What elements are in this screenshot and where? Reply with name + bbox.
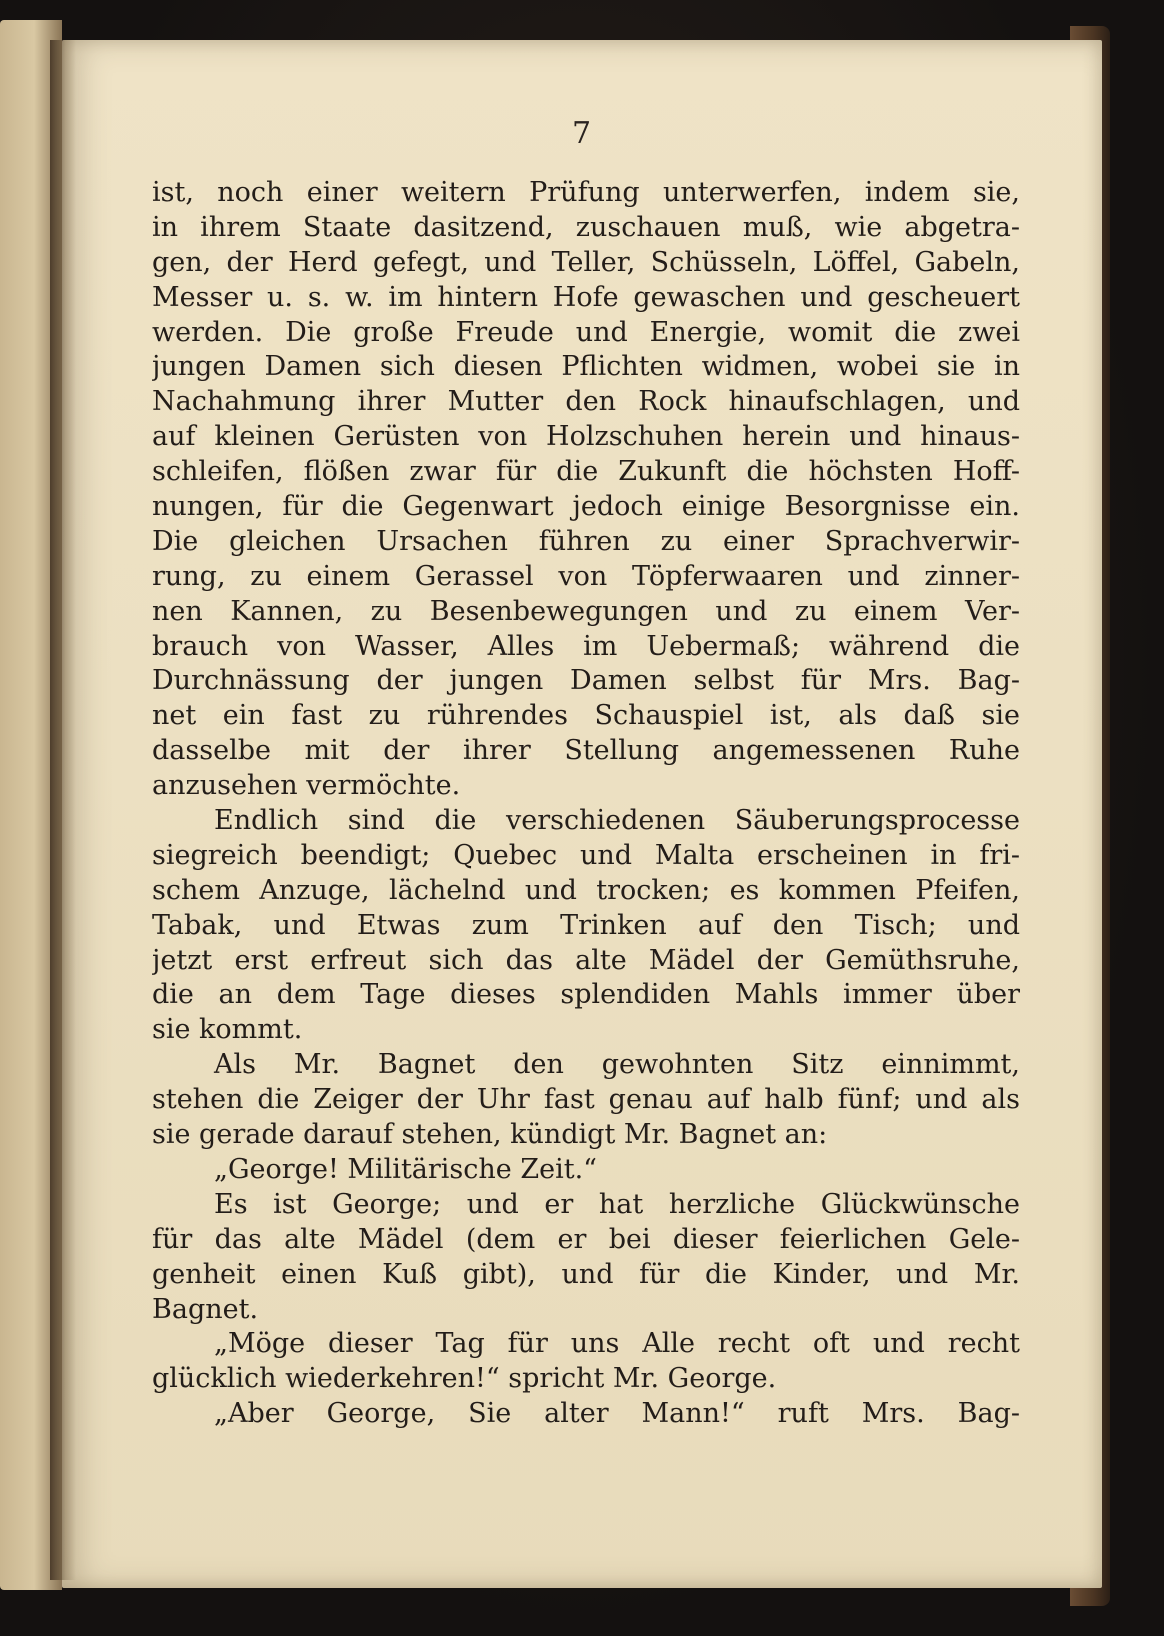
text-line: Es ist George; und er hat herzliche Glückwünsche: [214, 1188, 1020, 1220]
text-line: net ein fast zu rührendes Schauspiel ist, als daß sie: [152, 700, 1020, 732]
text-line: „Möge dieser Tag für uns Alle recht oft und recht: [214, 1328, 1020, 1360]
text-line: jungen Damen sich diesen Pflichten widmen, wobei sie in: [152, 351, 1020, 383]
text-line: nen Kannen, zu Besenbewegungen und zu einem Ver-: [152, 595, 1020, 627]
page-number: 7: [571, 116, 593, 151]
text-line: Durchnässung der jungen Damen selbst für Mrs. Bag-: [152, 665, 1020, 697]
text-line: Die gleichen Ursachen führen zu einer Sprachverwir-: [152, 525, 1020, 557]
text-line: schleifen, flößen zwar für die Zukunft die höchsten Hoff-: [152, 456, 1020, 488]
text-line: in ihrem Staate dasitzend, zuschauen muß, wie abgetra-: [152, 211, 1020, 243]
text-line: für das alte Mädel (dem er bei dieser feierlichen Gele-: [152, 1223, 1020, 1255]
text-line: rung, zu einem Gerassel von Töpferwaaren und zinner-: [152, 560, 1020, 592]
text-line: glücklich wiederkehren!“ spricht Mr. George.: [152, 1363, 777, 1395]
spine-shadow: [50, 40, 76, 1580]
text-line: Als Mr. Bagnet den gewohnten Sitz einnimmt,: [214, 1049, 1020, 1081]
page-text-block: [152, 176, 1020, 1432]
text-line: ist, noch einer weitern Prüfung unterwerfen, indem sie,: [152, 177, 1020, 208]
text-line: Tabak, und Etwas zum Trinken auf den Tisch; und: [152, 909, 1020, 941]
text-line: sie kommt.: [152, 1014, 303, 1046]
text-line: siegreich beendigt; Quebec und Malta erscheinen in fri-: [152, 839, 1020, 871]
text-line: werden. Die große Freude und Energie, womit die zwei: [152, 316, 1020, 348]
text-line: Endlich sind die verschiedenen Säuberungsprocesse: [214, 805, 1020, 837]
text-line: sie gerade darauf stehen, kündigt Mr. Bagnet an:: [152, 1119, 828, 1151]
text-line: stehen die Zeiger der Uhr fast genau auf halb fünf; und als: [152, 1084, 1020, 1116]
text-line: dasselbe mit der ihrer Stellung angemessenen Ruhe: [152, 735, 1020, 767]
book-page: [62, 40, 1102, 1588]
text-line: jetzt erst erfreut sich das alte Mädel der Gemüthsruhe,: [152, 944, 1020, 976]
text-line: gen, der Herd gefegt, und Teller, Schüsseln, Löffel, Gabeln,: [152, 246, 1020, 278]
text-line: genheit einen Kuß gibt), und für die Kinder, und Mr.: [152, 1258, 1020, 1290]
text-line: brauch von Wasser, Alles im Uebermaß; während die: [152, 630, 1020, 662]
text-line: „Aber George, Sie alter Mann!“ ruft Mrs. Bag-: [214, 1398, 1020, 1430]
text-line: schem Anzuge, lächelnd und trocken; es kommen Pfeifen,: [152, 874, 1020, 906]
text-line: Messer u. s. w. im hintern Hofe gewaschen und gescheuert: [152, 281, 1020, 313]
text-line: auf kleinen Gerüsten von Holzschuhen herein und hinaus-: [152, 421, 1020, 453]
text-line: Nachahmung ihrer Mutter den Rock hinaufschlagen, und: [152, 386, 1020, 418]
text-line: anzusehen vermöchte.: [152, 770, 461, 802]
text-line: „George! Militärische Zeit.“: [214, 1153, 597, 1185]
text-line: nungen, für die Gegenwart jedoch einige Besorgnisse ein.: [152, 491, 1020, 523]
text-line: die an dem Tage dieses splendiden Mahls immer über: [152, 979, 1020, 1011]
text-line: Bagnet.: [152, 1293, 259, 1325]
